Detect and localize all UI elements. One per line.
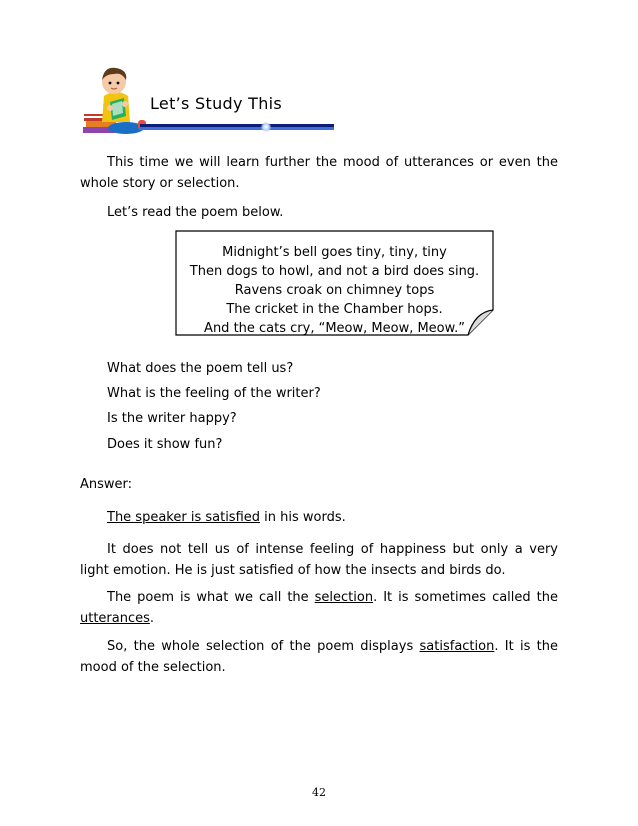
question-item: What is the feeling of the writer? — [107, 386, 321, 401]
answer-paragraph-2: It does not tell us of intense feeling of happiness but only a very light emotion. He is just satisfied of how the insects and birds do. — [80, 542, 558, 578]
poem-note-box — [175, 230, 494, 336]
answer-text: So, the whole selection of the poem displays — [107, 639, 420, 654]
answer-text: in his words. — [260, 510, 346, 525]
poem-text — [175, 243, 494, 338]
poem-line: And the cats cry, “Meow, Meow, Meow.” — [204, 321, 465, 336]
answer-text: . It is sometimes called the — [373, 590, 558, 605]
answer-text: . — [149, 611, 155, 626]
title-underline-rule — [140, 124, 334, 130]
poem-line: Ravens croak on chimney tops — [234, 283, 435, 298]
answer-paragraph-4 — [80, 636, 558, 678]
read-instruction: Let’s read the poem below. — [107, 205, 284, 220]
section-header — [80, 58, 334, 138]
question-item: Is the writer happy? — [107, 411, 237, 426]
poem-line: Then dogs to howl, and not a bird does sing. — [189, 264, 480, 279]
answer-paragraph-1 — [107, 507, 557, 528]
term-selection: selection — [314, 590, 374, 605]
answer-label: Answer: — [80, 477, 133, 492]
answer-paragraph-3 — [80, 587, 558, 629]
term-utterances: utterances — [80, 611, 150, 626]
term-satisfaction: satisfaction — [419, 639, 495, 654]
underlined-phrase: The speaker is satisfied — [107, 510, 261, 525]
answer-text: The poem is what we call the — [107, 590, 315, 605]
page-number: 42 — [312, 786, 326, 799]
question-item: Does it show fun? — [107, 437, 223, 452]
intro-paragraph: This time we will learn further the mood of utterances or even the whole story or selection. — [80, 155, 558, 191]
poem-line: Midnight’s bell goes tiny, tiny, tiny — [222, 245, 447, 260]
question-item: What does the poem tell us? — [107, 361, 294, 376]
answer-text: . It is the mood of the selection. — [80, 639, 558, 675]
poem-line: The cricket in the Chamber hops. — [226, 302, 443, 317]
section-title: Let’s Study This — [150, 94, 283, 113]
